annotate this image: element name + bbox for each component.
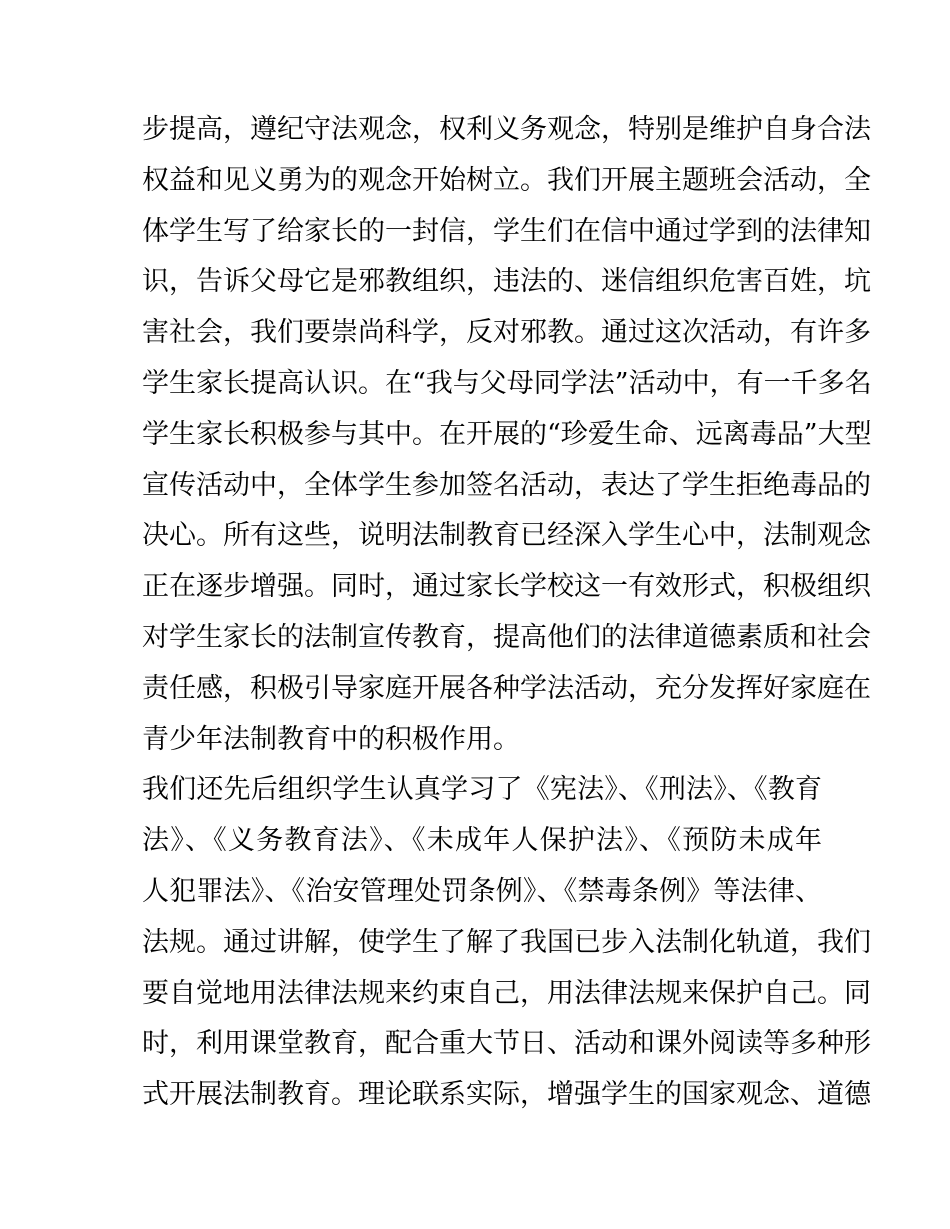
text-line: 要自觉地用法律法规来约束自己，用法律法规来保护自己。同	[142, 977, 871, 1009]
text-line: 法规。通过讲解，使学生了解了我国已步入法制化轨道，我们	[142, 926, 871, 958]
text-line: 法》、《义务教育法》、《未成年人保护法》、《预防未成年	[142, 825, 822, 857]
text-line: 正在逐步增强。同时，通过家长学校这一有效形式，积极组织	[142, 571, 871, 603]
text-line: 体学生写了给家长的一封信，学生们在信中通过学到的法律知	[142, 215, 871, 247]
text-line: 我们还先后组织学生认真学习了《宪法》、《刑法》、《教育	[142, 774, 822, 806]
text-line: 时，利用课堂教育，配合重大节日、活动和课外阅读等多种形	[142, 1028, 871, 1060]
body-text	[142, 105, 872, 1121]
text-line: 识，告诉父母它是邪教组织，违法的、迷信组织危害百姓，坑	[142, 266, 871, 298]
text-line: 权益和见义勇为的观念开始树立。我们开展主题班会活动，全	[142, 164, 871, 196]
text-line: 学生家长提高认识。在“我与父母同学法”活动中，有一千多名	[142, 367, 872, 399]
text-line: 对学生家长的法制宣传教育，提高他们的法律道德素质和社会	[142, 621, 871, 653]
text-line: 青少年法制教育中的积极作用。	[142, 723, 520, 755]
text-line: 宣传活动中，全体学生参加签名活动，表达了学生拒绝毒品的	[142, 469, 871, 501]
text-line: 决心。所有这些，说明法制教育已经深入学生心中，法制观念	[142, 520, 871, 552]
text-line: 步提高，遵纪守法观念，权利义务观念，特别是维护自身合法	[142, 114, 871, 145]
text-line: 学生家长积极参与其中。在开展的“珍爱生命、远离毒品”大型	[142, 418, 872, 450]
text-line: 式开展法制教育。理论联系实际，增强学生的国家观念、道德	[142, 1079, 871, 1111]
text-line: 害社会，我们要崇尚科学，反对邪教。通过这次活动，有许多	[142, 317, 871, 349]
text-line: 责任感，积极引导家庭开展各种学法活动，充分发挥好家庭在	[142, 672, 871, 704]
text-line: 人犯罪法》、《治安管理处罚条例》、《禁毒条例》等法律、	[142, 875, 822, 907]
